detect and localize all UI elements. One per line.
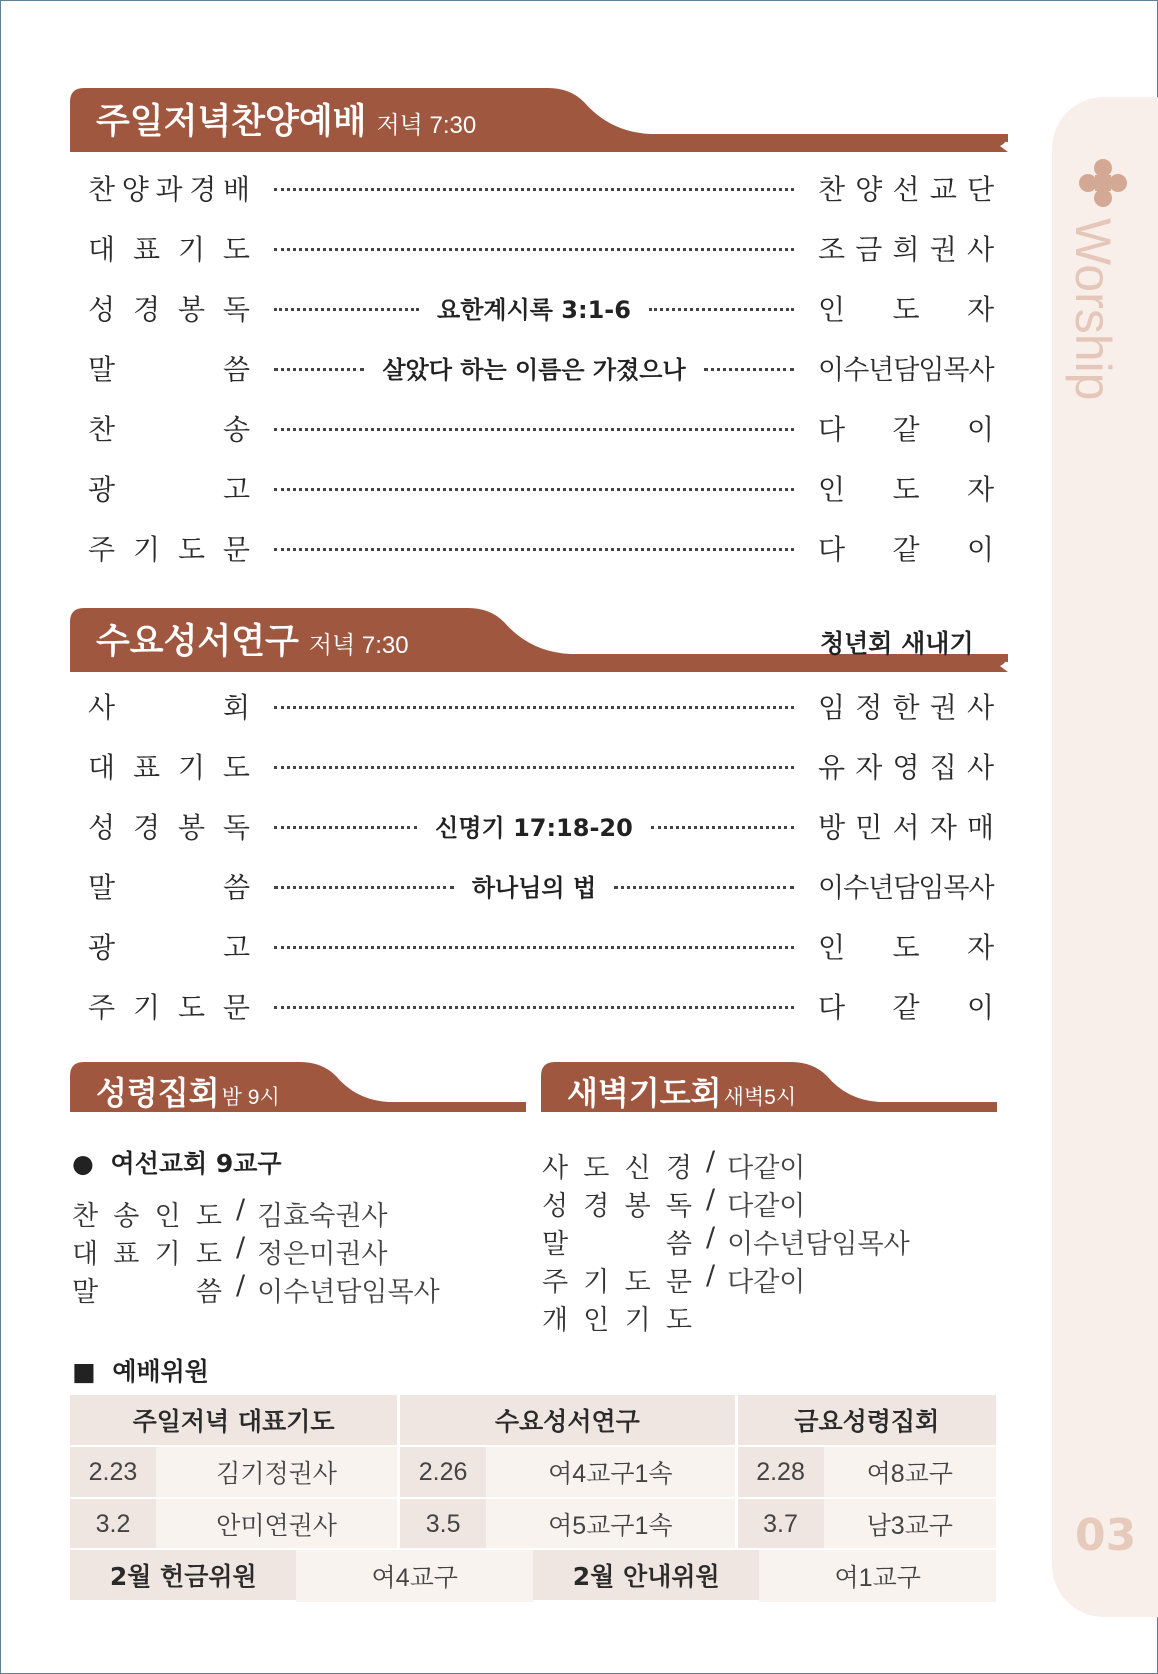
- date-cell: 3.2: [70, 1497, 156, 1549]
- order-row: [88, 228, 994, 268]
- dot-leader: [274, 1006, 794, 1009]
- dot-leader: [274, 548, 794, 551]
- dot-leader: [274, 368, 364, 371]
- order-detail: 하나님의 법: [471, 874, 597, 902]
- order-label: 성 경 봉 독: [88, 811, 250, 844]
- dot-leader: [274, 188, 794, 191]
- order-person: 다 같 이: [818, 533, 994, 566]
- list-value: 다같이: [727, 1153, 806, 1183]
- dot-leader: [274, 248, 794, 251]
- order-label: 광 고: [88, 931, 250, 964]
- spirit-banner: [70, 1062, 526, 1126]
- list-separator: /: [236, 1232, 246, 1263]
- dot-leader: [651, 826, 794, 829]
- date-cell: 2.26: [397, 1447, 486, 1497]
- dot-leader: [274, 428, 794, 431]
- list-label: 사 도 신 경: [542, 1153, 692, 1184]
- dot-leader: [649, 308, 794, 311]
- header-friday: 금요성령집회: [735, 1395, 996, 1447]
- dawn-time: 새벽5시: [723, 1086, 797, 1109]
- list-separator: /: [706, 1260, 716, 1291]
- date-cell: 2.23: [70, 1447, 156, 1497]
- list-label: 찬 송 인 도: [72, 1201, 222, 1232]
- dawn-banner: [541, 1062, 997, 1126]
- order-row: [88, 528, 994, 568]
- order-person: 이수년담임목사: [818, 355, 994, 386]
- order-row: [88, 468, 994, 508]
- order-row: [88, 288, 994, 328]
- table-row: [70, 1447, 996, 1497]
- order-person: 다 같 이: [818, 991, 994, 1024]
- order-row: [88, 348, 994, 388]
- order-label: 주 기 도 문: [88, 991, 250, 1024]
- order-person: 인 도 자: [818, 931, 994, 964]
- dot-leader: [274, 826, 417, 829]
- offering-value: 여4교구: [296, 1548, 533, 1602]
- order-person: 다 같 이: [818, 413, 994, 446]
- name-cell: 김기정권사: [156, 1447, 397, 1497]
- order-row: [88, 806, 994, 846]
- dot-leader: [274, 488, 794, 491]
- dot-leader: [274, 308, 419, 311]
- list-label: 대 표 기 도: [72, 1239, 222, 1270]
- list-value: 김효숙권사: [257, 1201, 388, 1231]
- list-value: 다같이: [727, 1191, 806, 1221]
- wednesday-note: 청년회 새내기: [820, 629, 974, 658]
- dot-leader: [274, 766, 794, 769]
- list-label: 말 씀: [72, 1277, 222, 1308]
- sunday-time: 저녁 7:30: [376, 112, 477, 139]
- usher-value: 여1교구: [759, 1548, 996, 1602]
- list-value: 정은미권사: [257, 1239, 388, 1269]
- cross-icon: [1078, 158, 1128, 208]
- date-cell: 2.28: [735, 1447, 824, 1497]
- order-person: 임 정 한 권 사: [818, 691, 994, 724]
- name-cell: 안미연권사: [156, 1497, 397, 1549]
- side-word: Worship: [1065, 218, 1121, 401]
- list-item: [72, 1232, 388, 1271]
- order-label: 광 고: [88, 473, 250, 506]
- dot-leader: [274, 706, 794, 709]
- dawn-title: 새벽기도회새벽5시: [567, 1074, 797, 1112]
- wednesday-title: 수요성서연구 저녁 7:30: [96, 622, 409, 662]
- list-separator: /: [706, 1146, 716, 1177]
- order-row: [88, 746, 994, 786]
- order-label: 대 표 기 도: [88, 233, 250, 266]
- page-number: 03: [1075, 1510, 1137, 1561]
- list-value: 다같이: [727, 1267, 806, 1297]
- committee-title: ■ 예배위원: [72, 1357, 209, 1386]
- order-detail: 신명기 17:18-20: [435, 814, 633, 842]
- order-person: 이수년담임목사: [818, 873, 994, 904]
- list-label: 개 인 기 도: [542, 1305, 692, 1336]
- name-cell: 남3교구: [824, 1497, 996, 1549]
- dot-leader: [704, 368, 794, 371]
- list-item: [542, 1298, 692, 1337]
- list-value: 이수년담임목사: [257, 1277, 440, 1307]
- order-person: 조 금 희 권 사: [818, 233, 994, 266]
- list-separator: /: [236, 1270, 246, 1301]
- bullet-dot-icon: ●: [72, 1149, 94, 1178]
- order-row: [88, 168, 994, 208]
- header-wednesday: 수요성서연구: [397, 1395, 734, 1447]
- offering-label: 2월 헌금위원: [70, 1548, 296, 1602]
- name-cell: 여8교구: [824, 1447, 996, 1497]
- order-label: 사 회: [88, 691, 250, 724]
- list-label: 주 기 도 문: [542, 1267, 692, 1298]
- dot-leader: [274, 886, 454, 889]
- order-row: [88, 866, 994, 906]
- list-item: [72, 1194, 388, 1233]
- order-row: [88, 926, 994, 966]
- order-detail: 요한계시록 3:1-6: [437, 296, 631, 324]
- square-bullet-icon: ■: [72, 1357, 96, 1386]
- list-label: 말 씀: [542, 1229, 692, 1260]
- name-cell: 여4교구1속: [486, 1447, 734, 1497]
- dot-leader: [274, 946, 794, 949]
- list-separator: /: [706, 1184, 716, 1215]
- sunday-banner: [70, 88, 1008, 152]
- spirit-time: 밤 9시: [221, 1086, 280, 1109]
- usher-label: 2월 안내위원: [533, 1548, 759, 1602]
- dot-leader: [614, 886, 794, 889]
- list-item: [542, 1146, 805, 1185]
- order-row: [88, 986, 994, 1026]
- order-label: 말 씀: [88, 353, 250, 386]
- list-value: 이수년담임목사: [727, 1229, 910, 1259]
- list-item: [542, 1260, 805, 1299]
- date-cell: 3.7: [735, 1497, 824, 1549]
- order-label: 성 경 봉 독: [88, 293, 250, 326]
- list-item: [542, 1222, 910, 1261]
- order-label: 찬 양 과 경 배: [88, 173, 250, 206]
- order-row: [88, 408, 994, 448]
- order-person: 유 자 영 집 사: [818, 751, 994, 784]
- table-row: [70, 1497, 996, 1549]
- header-sunday: 주일저녁 대표기도: [70, 1395, 397, 1447]
- order-row: [88, 686, 994, 726]
- spirit-group: ● 여선교회 9교구: [72, 1149, 282, 1178]
- wednesday-time: 저녁 7:30: [308, 632, 409, 659]
- spirit-title: 성령집회밤 9시: [96, 1074, 280, 1112]
- order-label: 주 기 도 문: [88, 533, 250, 566]
- order-label: 말 씀: [88, 871, 250, 904]
- committee-footer-table: [70, 1548, 996, 1602]
- committee-table: [70, 1395, 996, 1549]
- sunday-title: 주일저녁찬양예배 저녁 7:30: [96, 102, 477, 142]
- list-item: [542, 1184, 805, 1223]
- list-item: [72, 1270, 440, 1309]
- list-separator: /: [706, 1222, 716, 1253]
- name-cell: 여5교구1속: [486, 1497, 734, 1549]
- list-separator: /: [236, 1194, 246, 1225]
- date-cell: 3.5: [397, 1497, 486, 1549]
- order-person: 인 도 자: [818, 293, 994, 326]
- order-label: 대 표 기 도: [88, 751, 250, 784]
- order-person: 방 민 서 자 매: [818, 811, 994, 844]
- list-label: 성 경 봉 독: [542, 1191, 692, 1222]
- order-detail: 살았다 하는 이름은 가졌으나: [382, 356, 686, 384]
- order-person: 찬 양 선 교 단: [818, 173, 994, 206]
- order-label: 찬 송: [88, 413, 250, 446]
- order-person: 인 도 자: [818, 473, 994, 506]
